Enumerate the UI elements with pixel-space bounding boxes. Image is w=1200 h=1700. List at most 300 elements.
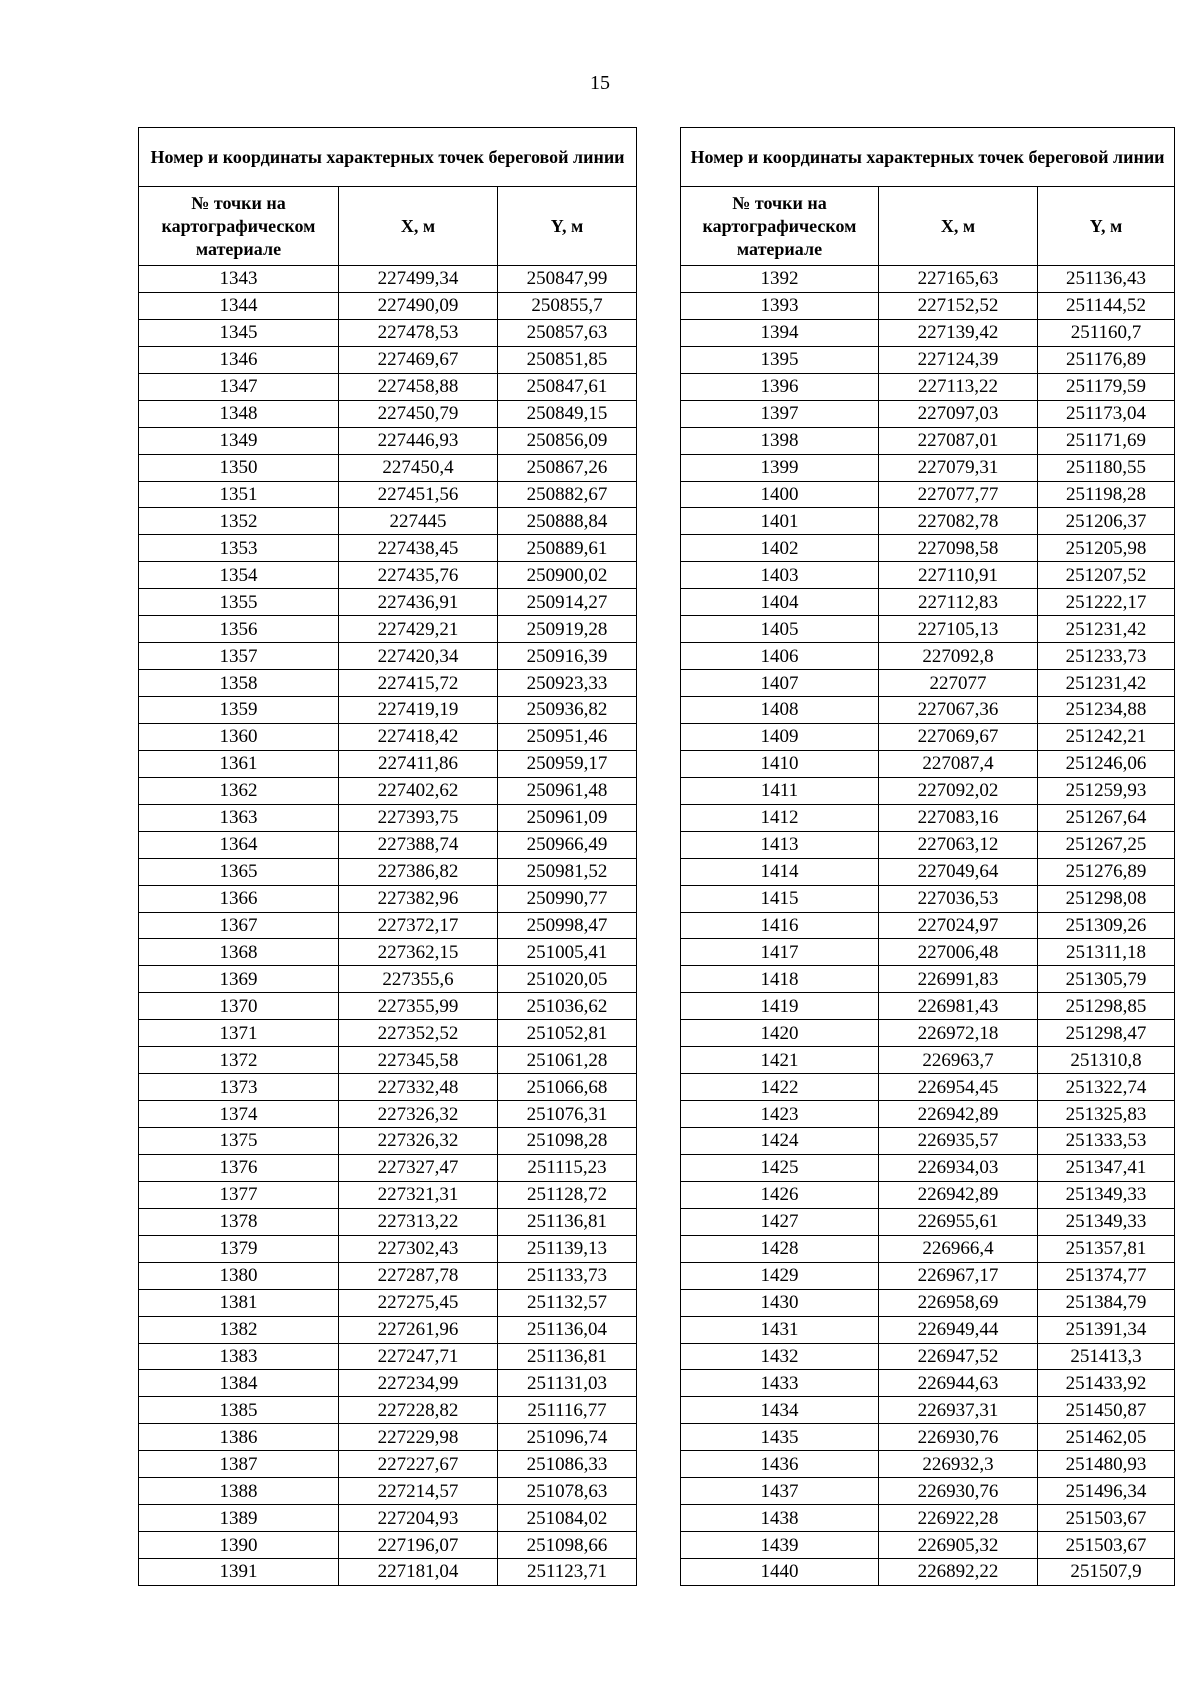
- x-coordinate-cell: 227388,74: [339, 831, 498, 858]
- table-row: [139, 562, 637, 589]
- table-row: [681, 1020, 1175, 1047]
- y-coordinate-cell: 251276,89: [1038, 858, 1175, 885]
- point-number-cell: 1419: [681, 993, 879, 1020]
- point-number-cell: 1432: [681, 1343, 879, 1370]
- x-coordinate-cell: 227415,72: [339, 670, 498, 697]
- x-coordinate-cell: 227419,19: [339, 697, 498, 724]
- table-row: [139, 1343, 637, 1370]
- y-coordinate-cell: 250856,09: [498, 427, 637, 454]
- table-row: [681, 535, 1175, 562]
- point-number-cell: 1433: [681, 1370, 879, 1397]
- y-coordinate-cell: 251246,06: [1038, 750, 1175, 777]
- point-number-cell: 1404: [681, 589, 879, 616]
- y-coordinate-cell: 250966,49: [498, 831, 637, 858]
- table-row: [681, 319, 1175, 346]
- table-row: [681, 1101, 1175, 1128]
- table-row: [139, 1559, 637, 1586]
- table-row: [139, 1208, 637, 1235]
- y-coordinate-cell: 251267,25: [1038, 831, 1175, 858]
- point-number-cell: 1390: [139, 1532, 339, 1559]
- table-row: [139, 777, 637, 804]
- x-coordinate-cell: 227139,42: [879, 319, 1038, 346]
- table-row: [139, 750, 637, 777]
- x-coordinate-cell: 227110,91: [879, 562, 1038, 589]
- table-row: [139, 1316, 637, 1343]
- y-coordinate-cell: 250914,27: [498, 589, 637, 616]
- table-title: Номер и координаты характерных точек береговой линии: [681, 128, 1175, 187]
- y-coordinate-cell: 251433,92: [1038, 1370, 1175, 1397]
- x-coordinate-cell: 227429,21: [339, 616, 498, 643]
- table-row: [139, 346, 637, 373]
- table-row: [681, 454, 1175, 481]
- y-coordinate-cell: 251298,85: [1038, 993, 1175, 1020]
- point-number-cell: 1380: [139, 1262, 339, 1289]
- point-number-cell: 1439: [681, 1532, 879, 1559]
- x-coordinate-cell: 227006,48: [879, 939, 1038, 966]
- y-coordinate-cell: 250959,17: [498, 750, 637, 777]
- table-row: [681, 1505, 1175, 1532]
- table-row: [139, 1128, 637, 1155]
- point-number-cell: 1396: [681, 373, 879, 400]
- table-row: [139, 723, 637, 750]
- point-number-cell: 1358: [139, 670, 339, 697]
- y-coordinate-cell: 251309,26: [1038, 912, 1175, 939]
- table-row: [681, 1559, 1175, 1586]
- table-row: [681, 670, 1175, 697]
- table-row: [139, 373, 637, 400]
- table-row: [681, 804, 1175, 831]
- table-row: [681, 400, 1175, 427]
- y-coordinate-cell: 251116,77: [498, 1397, 637, 1424]
- table-row: [139, 535, 637, 562]
- table-row: [681, 777, 1175, 804]
- point-number-cell: 1365: [139, 858, 339, 885]
- table-row: [139, 1397, 637, 1424]
- table-row: [139, 427, 637, 454]
- x-coordinate-cell: 226942,89: [879, 1101, 1038, 1128]
- point-number-cell: 1374: [139, 1101, 339, 1128]
- table-row: [139, 292, 637, 319]
- x-coordinate-cell: 227092,8: [879, 643, 1038, 670]
- column-header-x: X, м: [339, 187, 498, 266]
- table-row: [139, 1532, 637, 1559]
- point-number-cell: 1395: [681, 346, 879, 373]
- x-coordinate-cell: 227450,79: [339, 400, 498, 427]
- point-number-cell: 1356: [139, 616, 339, 643]
- point-number-cell: 1378: [139, 1208, 339, 1235]
- x-coordinate-cell: 227382,96: [339, 885, 498, 912]
- y-coordinate-cell: 251333,53: [1038, 1128, 1175, 1155]
- table-row: [139, 589, 637, 616]
- y-coordinate-cell: 250867,26: [498, 454, 637, 481]
- y-coordinate-cell: 250936,82: [498, 697, 637, 724]
- point-number-cell: 1434: [681, 1397, 879, 1424]
- y-coordinate-cell: 251222,17: [1038, 589, 1175, 616]
- y-coordinate-cell: 251347,41: [1038, 1154, 1175, 1181]
- point-number-cell: 1399: [681, 454, 879, 481]
- point-number-cell: 1348: [139, 400, 339, 427]
- x-coordinate-cell: 227372,17: [339, 912, 498, 939]
- table-row: [139, 1047, 637, 1074]
- x-coordinate-cell: 227083,16: [879, 804, 1038, 831]
- point-number-cell: 1377: [139, 1181, 339, 1208]
- y-coordinate-cell: 250847,99: [498, 266, 637, 293]
- x-coordinate-cell: 227436,91: [339, 589, 498, 616]
- x-coordinate-cell: 227302,43: [339, 1235, 498, 1262]
- y-coordinate-cell: 251123,71: [498, 1559, 637, 1586]
- point-number-cell: 1354: [139, 562, 339, 589]
- y-coordinate-cell: 251462,05: [1038, 1424, 1175, 1451]
- x-coordinate-cell: 227112,83: [879, 589, 1038, 616]
- y-coordinate-cell: 251096,74: [498, 1424, 637, 1451]
- table-row: [139, 1478, 637, 1505]
- table-row: [139, 481, 637, 508]
- point-number-cell: 1400: [681, 481, 879, 508]
- table-row: [681, 1451, 1175, 1478]
- point-number-cell: 1364: [139, 831, 339, 858]
- y-coordinate-cell: 251349,33: [1038, 1181, 1175, 1208]
- x-coordinate-cell: 226958,69: [879, 1289, 1038, 1316]
- y-coordinate-cell: 251098,66: [498, 1532, 637, 1559]
- y-coordinate-cell: 251298,08: [1038, 885, 1175, 912]
- table-row: [681, 858, 1175, 885]
- y-coordinate-cell: 250851,85: [498, 346, 637, 373]
- point-number-cell: 1410: [681, 750, 879, 777]
- y-coordinate-cell: 251084,02: [498, 1505, 637, 1532]
- x-coordinate-cell: 227446,93: [339, 427, 498, 454]
- point-number-cell: 1420: [681, 1020, 879, 1047]
- point-number-cell: 1379: [139, 1235, 339, 1262]
- x-coordinate-cell: 227355,6: [339, 966, 498, 993]
- x-coordinate-cell: 227098,58: [879, 535, 1038, 562]
- x-coordinate-cell: 226955,61: [879, 1208, 1038, 1235]
- y-coordinate-cell: 251357,81: [1038, 1235, 1175, 1262]
- x-coordinate-cell: 226892,22: [879, 1559, 1038, 1586]
- x-coordinate-cell: 227079,31: [879, 454, 1038, 481]
- x-coordinate-cell: 227450,4: [339, 454, 498, 481]
- point-number-cell: 1385: [139, 1397, 339, 1424]
- point-number-cell: 1409: [681, 723, 879, 750]
- y-coordinate-cell: 251086,33: [498, 1451, 637, 1478]
- table-row: [139, 1289, 637, 1316]
- table-row: [139, 804, 637, 831]
- x-coordinate-cell: 226967,17: [879, 1262, 1038, 1289]
- x-coordinate-cell: 227435,76: [339, 562, 498, 589]
- x-coordinate-cell: 227420,34: [339, 643, 498, 670]
- point-number-cell: 1412: [681, 804, 879, 831]
- y-coordinate-cell: 251503,67: [1038, 1505, 1175, 1532]
- point-number-cell: 1381: [139, 1289, 339, 1316]
- point-number-cell: 1415: [681, 885, 879, 912]
- x-coordinate-cell: 227402,62: [339, 777, 498, 804]
- point-number-cell: 1355: [139, 589, 339, 616]
- column-header-y: Y, м: [498, 187, 637, 266]
- point-number-cell: 1350: [139, 454, 339, 481]
- y-coordinate-cell: 250990,77: [498, 885, 637, 912]
- y-coordinate-cell: 251136,04: [498, 1316, 637, 1343]
- table-row: [681, 292, 1175, 319]
- table-row: [139, 912, 637, 939]
- x-coordinate-cell: 227355,99: [339, 993, 498, 1020]
- table-row: [681, 1074, 1175, 1101]
- point-number-cell: 1349: [139, 427, 339, 454]
- point-number-cell: 1402: [681, 535, 879, 562]
- point-number-cell: 1394: [681, 319, 879, 346]
- x-coordinate-cell: 226932,3: [879, 1451, 1038, 1478]
- y-coordinate-cell: 251078,63: [498, 1478, 637, 1505]
- y-coordinate-cell: 251311,18: [1038, 939, 1175, 966]
- point-number-cell: 1430: [681, 1289, 879, 1316]
- y-coordinate-cell: 251234,88: [1038, 697, 1175, 724]
- table-row: [681, 643, 1175, 670]
- table-row: [139, 508, 637, 535]
- table-row: [139, 939, 637, 966]
- table-row: [681, 481, 1175, 508]
- point-number-cell: 1440: [681, 1559, 879, 1586]
- x-coordinate-cell: 226937,31: [879, 1397, 1038, 1424]
- x-coordinate-cell: 227082,78: [879, 508, 1038, 535]
- page-number: 15: [590, 72, 610, 94]
- y-coordinate-cell: 250847,61: [498, 373, 637, 400]
- x-coordinate-cell: 227204,93: [339, 1505, 498, 1532]
- y-coordinate-cell: 250919,28: [498, 616, 637, 643]
- table-row: [681, 1047, 1175, 1074]
- point-number-cell: 1387: [139, 1451, 339, 1478]
- point-number-cell: 1369: [139, 966, 339, 993]
- x-coordinate-cell: 226972,18: [879, 1020, 1038, 1047]
- column-header-x: X, м: [879, 187, 1038, 266]
- point-number-cell: 1417: [681, 939, 879, 966]
- x-coordinate-cell: 226966,4: [879, 1235, 1038, 1262]
- table-row: [681, 939, 1175, 966]
- x-coordinate-cell: 227165,63: [879, 266, 1038, 293]
- table-row: [139, 670, 637, 697]
- y-coordinate-cell: 251507,9: [1038, 1559, 1175, 1586]
- y-coordinate-cell: 251160,7: [1038, 319, 1175, 346]
- point-number-cell: 1414: [681, 858, 879, 885]
- y-coordinate-cell: 250855,7: [498, 292, 637, 319]
- table-row: [139, 643, 637, 670]
- x-coordinate-cell: 227077,77: [879, 481, 1038, 508]
- point-number-cell: 1429: [681, 1262, 879, 1289]
- y-coordinate-cell: 251098,28: [498, 1128, 637, 1155]
- table-row: [139, 1424, 637, 1451]
- point-number-cell: 1427: [681, 1208, 879, 1235]
- point-number-cell: 1361: [139, 750, 339, 777]
- y-coordinate-cell: 251005,41: [498, 939, 637, 966]
- y-coordinate-cell: 251496,34: [1038, 1478, 1175, 1505]
- coordinates-table-right: [680, 127, 1175, 1586]
- x-coordinate-cell: 226922,28: [879, 1505, 1038, 1532]
- table-row: [139, 1370, 637, 1397]
- point-number-cell: 1403: [681, 562, 879, 589]
- point-number-cell: 1357: [139, 643, 339, 670]
- x-coordinate-cell: 227352,52: [339, 1020, 498, 1047]
- point-number-cell: 1392: [681, 266, 879, 293]
- y-coordinate-cell: 251173,04: [1038, 400, 1175, 427]
- point-number-cell: 1425: [681, 1154, 879, 1181]
- y-coordinate-cell: 251322,74: [1038, 1074, 1175, 1101]
- point-number-cell: 1370: [139, 993, 339, 1020]
- x-coordinate-cell: 227181,04: [339, 1559, 498, 1586]
- y-coordinate-cell: 251233,73: [1038, 643, 1175, 670]
- y-coordinate-cell: 251325,83: [1038, 1101, 1175, 1128]
- y-coordinate-cell: 250961,09: [498, 804, 637, 831]
- x-coordinate-cell: 227411,86: [339, 750, 498, 777]
- table-row: [681, 885, 1175, 912]
- point-number-cell: 1363: [139, 804, 339, 831]
- y-coordinate-cell: 251310,8: [1038, 1047, 1175, 1074]
- table-row: [681, 697, 1175, 724]
- point-number-cell: 1384: [139, 1370, 339, 1397]
- point-number-cell: 1372: [139, 1047, 339, 1074]
- y-coordinate-cell: 251391,34: [1038, 1316, 1175, 1343]
- table-row: [139, 1074, 637, 1101]
- table-row: [681, 1370, 1175, 1397]
- point-number-cell: 1406: [681, 643, 879, 670]
- table-row: [139, 993, 637, 1020]
- table-row: [681, 831, 1175, 858]
- x-coordinate-cell: 227247,71: [339, 1343, 498, 1370]
- table-row: [139, 1181, 637, 1208]
- x-coordinate-cell: 227214,57: [339, 1478, 498, 1505]
- x-coordinate-cell: 227229,98: [339, 1424, 498, 1451]
- y-coordinate-cell: 251349,33: [1038, 1208, 1175, 1235]
- point-number-cell: 1371: [139, 1020, 339, 1047]
- y-coordinate-cell: 251242,21: [1038, 723, 1175, 750]
- table-row: [681, 373, 1175, 400]
- x-coordinate-cell: 227362,15: [339, 939, 498, 966]
- x-coordinate-cell: 227287,78: [339, 1262, 498, 1289]
- point-number-cell: 1351: [139, 481, 339, 508]
- y-coordinate-cell: 251374,77: [1038, 1262, 1175, 1289]
- table-row: [139, 966, 637, 993]
- point-number-cell: 1368: [139, 939, 339, 966]
- table-row: [681, 1478, 1175, 1505]
- table-row: [139, 858, 637, 885]
- point-number-cell: 1423: [681, 1101, 879, 1128]
- y-coordinate-cell: 251061,28: [498, 1047, 637, 1074]
- x-coordinate-cell: 227234,99: [339, 1370, 498, 1397]
- y-coordinate-cell: 250981,52: [498, 858, 637, 885]
- y-coordinate-cell: 251231,42: [1038, 670, 1175, 697]
- point-number-cell: 1359: [139, 697, 339, 724]
- point-number-cell: 1401: [681, 508, 879, 535]
- x-coordinate-cell: 227069,67: [879, 723, 1038, 750]
- table-row: [139, 319, 637, 346]
- table-row: [139, 1154, 637, 1181]
- y-coordinate-cell: 251115,23: [498, 1154, 637, 1181]
- x-coordinate-cell: 227063,12: [879, 831, 1038, 858]
- table-row: [681, 508, 1175, 535]
- x-coordinate-cell: 227478,53: [339, 319, 498, 346]
- x-coordinate-cell: 226935,57: [879, 1128, 1038, 1155]
- y-coordinate-cell: 251128,72: [498, 1181, 637, 1208]
- y-coordinate-cell: 251132,57: [498, 1289, 637, 1316]
- point-number-cell: 1422: [681, 1074, 879, 1101]
- x-coordinate-cell: 227105,13: [879, 616, 1038, 643]
- y-coordinate-cell: 251305,79: [1038, 966, 1175, 993]
- point-number-cell: 1426: [681, 1181, 879, 1208]
- x-coordinate-cell: 227261,96: [339, 1316, 498, 1343]
- table-row: [681, 723, 1175, 750]
- y-coordinate-cell: 250888,84: [498, 508, 637, 535]
- point-number-cell: 1347: [139, 373, 339, 400]
- point-number-cell: 1416: [681, 912, 879, 939]
- x-coordinate-cell: 227458,88: [339, 373, 498, 400]
- x-coordinate-cell: 227152,52: [879, 292, 1038, 319]
- table-row: [681, 912, 1175, 939]
- table-row: [139, 831, 637, 858]
- x-coordinate-cell: 227386,82: [339, 858, 498, 885]
- table-row: [681, 1128, 1175, 1155]
- table-row: [139, 454, 637, 481]
- y-coordinate-cell: 251133,73: [498, 1262, 637, 1289]
- x-coordinate-cell: 227024,97: [879, 912, 1038, 939]
- x-coordinate-cell: 226949,44: [879, 1316, 1038, 1343]
- point-number-cell: 1418: [681, 966, 879, 993]
- point-number-cell: 1373: [139, 1074, 339, 1101]
- x-coordinate-cell: 227469,67: [339, 346, 498, 373]
- x-coordinate-cell: 227275,45: [339, 1289, 498, 1316]
- table-row: [681, 1181, 1175, 1208]
- point-number-cell: 1411: [681, 777, 879, 804]
- x-coordinate-cell: 226930,76: [879, 1478, 1038, 1505]
- x-coordinate-cell: 227087,4: [879, 750, 1038, 777]
- point-number-cell: 1343: [139, 266, 339, 293]
- x-coordinate-cell: 227077: [879, 670, 1038, 697]
- x-coordinate-cell: 227345,58: [339, 1047, 498, 1074]
- point-number-cell: 1428: [681, 1235, 879, 1262]
- y-coordinate-cell: 250923,33: [498, 670, 637, 697]
- point-number-cell: 1382: [139, 1316, 339, 1343]
- x-coordinate-cell: 227418,42: [339, 723, 498, 750]
- table-row: [139, 1020, 637, 1047]
- table-row: [681, 993, 1175, 1020]
- table-row: [139, 1505, 637, 1532]
- y-coordinate-cell: 251020,05: [498, 966, 637, 993]
- y-coordinate-cell: 250916,39: [498, 643, 637, 670]
- y-coordinate-cell: 251259,93: [1038, 777, 1175, 804]
- x-coordinate-cell: 226930,76: [879, 1424, 1038, 1451]
- x-coordinate-cell: 227036,53: [879, 885, 1038, 912]
- x-coordinate-cell: 227228,82: [339, 1397, 498, 1424]
- table-row: [681, 1343, 1175, 1370]
- point-number-cell: 1346: [139, 346, 339, 373]
- table-row: [681, 1424, 1175, 1451]
- point-number-cell: 1424: [681, 1128, 879, 1155]
- y-coordinate-cell: 250857,63: [498, 319, 637, 346]
- point-number-cell: 1431: [681, 1316, 879, 1343]
- y-coordinate-cell: 251384,79: [1038, 1289, 1175, 1316]
- x-coordinate-cell: 227087,01: [879, 427, 1038, 454]
- table-row: [139, 400, 637, 427]
- x-coordinate-cell: 227445: [339, 508, 498, 535]
- table-row: [681, 589, 1175, 616]
- y-coordinate-cell: 251298,47: [1038, 1020, 1175, 1047]
- y-coordinate-cell: 251413,3: [1038, 1343, 1175, 1370]
- y-coordinate-cell: 250849,15: [498, 400, 637, 427]
- point-number-cell: 1344: [139, 292, 339, 319]
- table-row: [139, 697, 637, 724]
- table-row: [681, 1235, 1175, 1262]
- column-header-y: Y, м: [1038, 187, 1175, 266]
- x-coordinate-cell: 227092,02: [879, 777, 1038, 804]
- y-coordinate-cell: 251136,43: [1038, 266, 1175, 293]
- point-number-cell: 1345: [139, 319, 339, 346]
- table-row: [139, 885, 637, 912]
- x-coordinate-cell: 227196,07: [339, 1532, 498, 1559]
